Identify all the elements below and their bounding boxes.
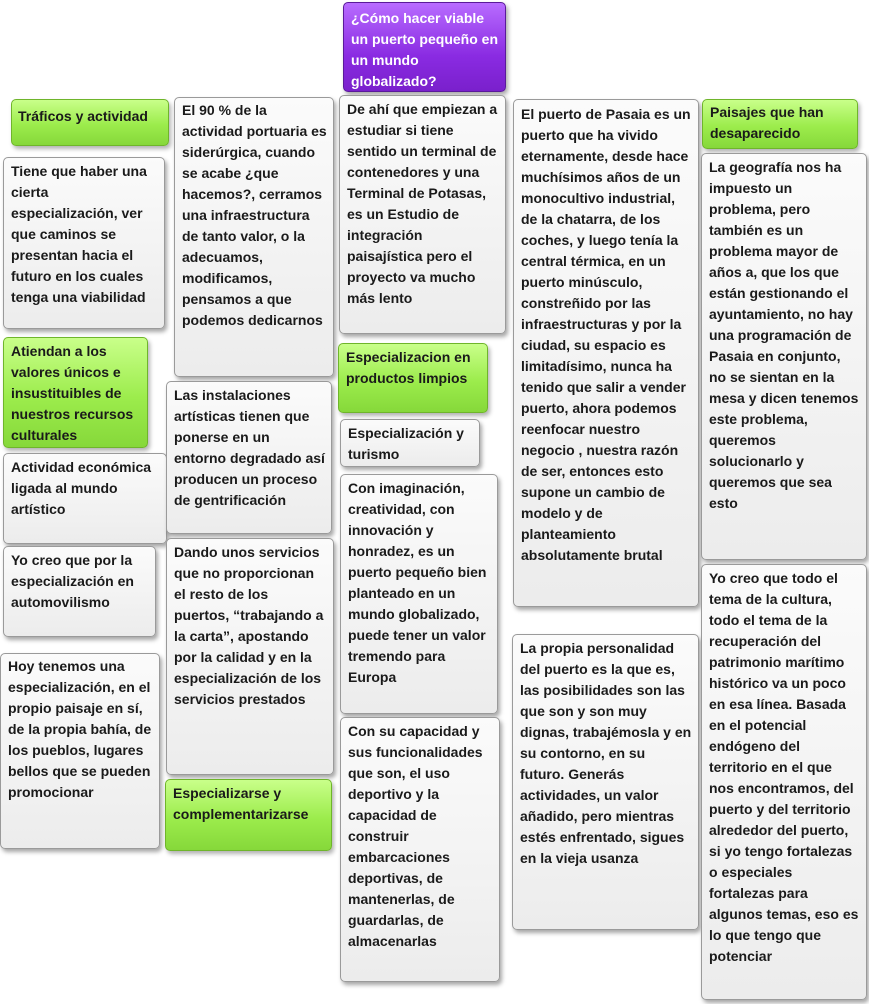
note-tiene-que-haber[interactable]: Tiene que haber una cierta especialización, ver que caminos se presentan hacia el futuro en los cuales tenga una viabilidad	[3, 157, 165, 329]
note-imaginacion[interactable]: Con imaginación, creatividad, con innovación y honradez, es un puerto pequeño bien planteado en un mundo globalizado, puede tener un valor tremendo para Europa	[340, 474, 498, 714]
note-instalaciones[interactable]: Las instalaciones artísticas tienen que ponerse en un entorno degradado así producen un proceso de gentrificación	[166, 381, 332, 534]
note-hoy-tenemos[interactable]: Hoy tenemos una especialización, en el propio paisaje en sí, de la propia bahía, de los pueblos, lugares bellos que se pueden promocionar	[0, 653, 160, 849]
topic-atiendan[interactable]: Atiendan a los valores únicos e insustituibles de nuestros recursos culturales	[3, 337, 148, 448]
note-pasaia[interactable]: El puerto de Pasaia es un puerto que ha vivido eternamente, desde hace muchísimos años de un monocultivo industrial, de la chatarra, de los coches, y luego tenía la central térmica, en un puerto minúsculo, constreñido por las infraestructuras y por la ciudad, su espacio es limitadísimo, nunca ha tenido que salir a vender puerto, ahora podemos reenfocar nuestro negocio , nuestra razón de ser, entonces esto supone un cambio de modelo y de planteamiento absolutamente brutal	[513, 99, 699, 607]
note-personalidad[interactable]: La propia personalidad del puerto es la que es, las posibilidades son las que son y son muy dignas, trabajémosla y en su contorno, en su futuro. Generás actividades, un valor añadido, pero mientras estés enfrentado, sigues en la vieja usanza	[512, 634, 699, 930]
topic-paisajes[interactable]: Paisajes que han desaparecido	[702, 99, 858, 149]
topic-productos-limpios[interactable]: Especializacion en productos limpios	[338, 343, 488, 413]
note-de-ahi[interactable]: De ahí que empiezan a estudiar si tiene sentido un terminal de contenedores y una Terminal de Potasas, es un Estudio de integración paisajística pero el proyecto va mucho más lento	[339, 95, 506, 334]
note-geografia[interactable]: La geografía nos ha impuesto un problema, pero también es un problema mayor de años a, que los que están gestionando el ayuntamiento, no hay una programación de Pasaia en conjunto, no se sientan en la mesa y dicen tenemos este problema, queremos solucionarlo y queremos que sea esto	[701, 153, 867, 560]
note-capacidad[interactable]: Con su capacidad y sus funcionalidades que son, el uso deportivo y la capacidad de construir embarcaciones deportivas, de mantenerlas, de guardarlas, de almacenarlas	[340, 717, 500, 982]
note-dando-servicios[interactable]: Dando unos servicios que no proporcionan el resto de los puertos, “trabajando a la carta”, apostando por la calidad y en la especialización de los servicios prestados	[166, 538, 334, 775]
topic-traficos[interactable]: Tráficos y actividad	[11, 99, 169, 146]
note-actividad-economica[interactable]: Actividad económica ligada al mundo artístico	[3, 453, 167, 544]
note-automovilismo[interactable]: Yo creo que por la especialización en automovilismo	[3, 546, 156, 637]
topic-especializarse[interactable]: Especializarse y complementarizarse	[165, 779, 332, 851]
note-turismo[interactable]: Especialización y turismo	[340, 419, 480, 467]
note-cultura[interactable]: Yo creo que todo el tema de la cultura, todo el tema de la recuperación del patrimonio marítimo histórico va un poco en esa línea. Basada en el potencial endógeno del territorio en el que nos encontramos, del puerto y del territorio alrededor del puerto, si yo tengo fortalezas o especiales fortalezas para algunos temas, eso es lo que tengo que potenciar	[701, 564, 867, 1000]
note-90-por-ciento[interactable]: El 90 % de la actividad portuaria es siderúrgica, cuando se acabe ¿que hacemos?, cerramos una infraestructura de tanto valor, o la adecuamos, modificamos, pensamos a que podemos dedicarnos	[174, 97, 334, 377]
central-topic[interactable]: ¿Cómo hacer viable un puerto pequeño en un mundo globalizado?	[343, 2, 506, 92]
